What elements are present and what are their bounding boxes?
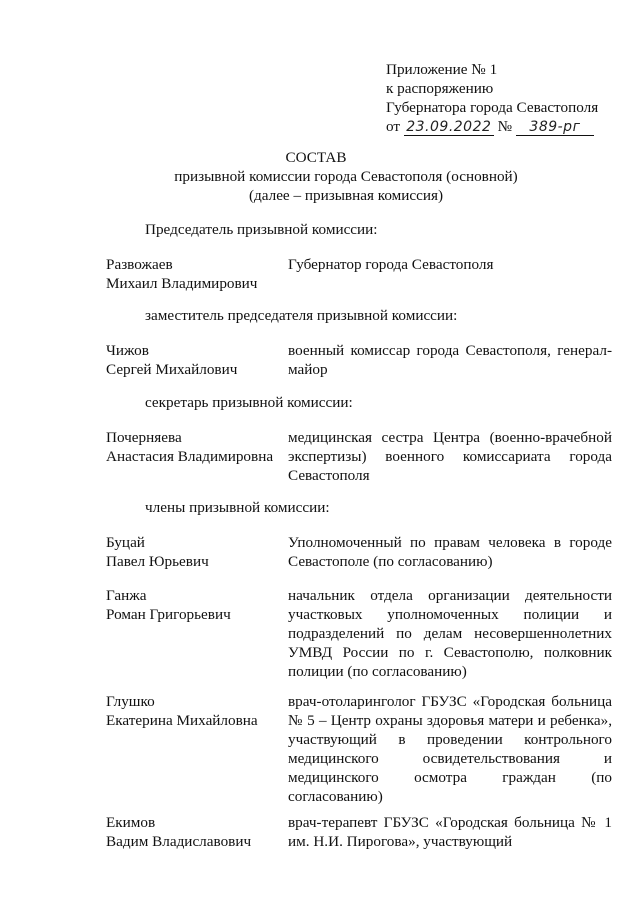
ot-label: от bbox=[386, 118, 401, 135]
appendix-header bbox=[386, 60, 626, 136]
section-deputy: заместитель председателя призывной комиссии: bbox=[145, 307, 458, 324]
member-given-names: Роман Григорьевич bbox=[106, 606, 231, 623]
member-position: Уполномоченный по правам человека в городе Севастополе (по согласованию) bbox=[288, 534, 612, 570]
member-surname: Глушко bbox=[106, 693, 155, 710]
title-line-3: (далее – призывная комиссия) bbox=[248, 187, 444, 204]
member-name bbox=[106, 428, 281, 466]
member-name bbox=[106, 255, 281, 293]
member-position: Губернатор города Севастополя bbox=[288, 256, 494, 273]
member-name bbox=[106, 586, 281, 624]
member-name bbox=[106, 813, 281, 851]
section-secretary: секретарь призывной комиссии: bbox=[145, 394, 353, 411]
member-surname: Екимов bbox=[106, 814, 156, 831]
member-surname: Развожаев bbox=[106, 256, 173, 273]
member-name bbox=[106, 692, 281, 730]
appendix-date-line bbox=[386, 117, 626, 136]
member-position: начальник отдела организации деятельности участковых уполномоченных полиции и подразделений по делам несовершеннолетних УМВД России по г. Севастополю, полковник полиции (по согласованию) bbox=[288, 587, 612, 680]
member-position: врач-терапевт ГБУЗС «Городская больница № 1 им. Н.И. Пирогова», участвующий bbox=[288, 814, 612, 850]
member-surname: Почерняева bbox=[106, 429, 182, 446]
member-position: медицинская сестра Центра (военно-врачебной экспертизы) военного комиссариата города Севастополя bbox=[288, 429, 612, 484]
handwritten-date: 23.09.2022 bbox=[404, 120, 494, 136]
number-label: № bbox=[497, 118, 513, 135]
title-line-2: призывной комиссии города Севастополя (основной) bbox=[174, 168, 518, 185]
member-position: военный комиссар города Севастополя, генерал-майор bbox=[288, 342, 612, 378]
member-surname: Буцай bbox=[106, 534, 145, 551]
member-given-names: Павел Юрьевич bbox=[106, 553, 209, 570]
handwritten-number: 389-рг bbox=[516, 120, 594, 136]
member-surname: Чижов bbox=[106, 342, 149, 359]
member-given-names: Вадим Владиславович bbox=[106, 833, 252, 850]
member-surname: Ганжа bbox=[106, 587, 147, 604]
member-given-names: Екатерина Михайловна bbox=[106, 712, 258, 729]
section-chairman: Председатель призывной комиссии: bbox=[145, 221, 378, 238]
member-position: врач-отоларинголог ГБУЗС «Городская больница № 5 – Центр охраны здоровья матери и ребенка», участвующий в проведении контрольного медицинского освидетельствования и медицинского осмотра граждан (по согласованию) bbox=[288, 693, 612, 805]
title-line-1: СОСТАВ bbox=[285, 149, 347, 166]
member-name bbox=[106, 533, 281, 571]
appendix-line-1: Приложение № 1 bbox=[386, 61, 498, 78]
appendix-line-2: к распоряжению bbox=[386, 80, 494, 97]
member-given-names: Анастасия Владимировна bbox=[106, 448, 274, 465]
member-given-names: Михаил Владимирович bbox=[106, 275, 258, 292]
document-title bbox=[0, 148, 632, 205]
section-members: члены призывной комиссии: bbox=[145, 499, 330, 516]
member-given-names: Сергей Михайлович bbox=[106, 361, 238, 378]
appendix-line-3: Губернатора города Севастополя bbox=[386, 99, 599, 116]
member-name bbox=[106, 341, 281, 379]
